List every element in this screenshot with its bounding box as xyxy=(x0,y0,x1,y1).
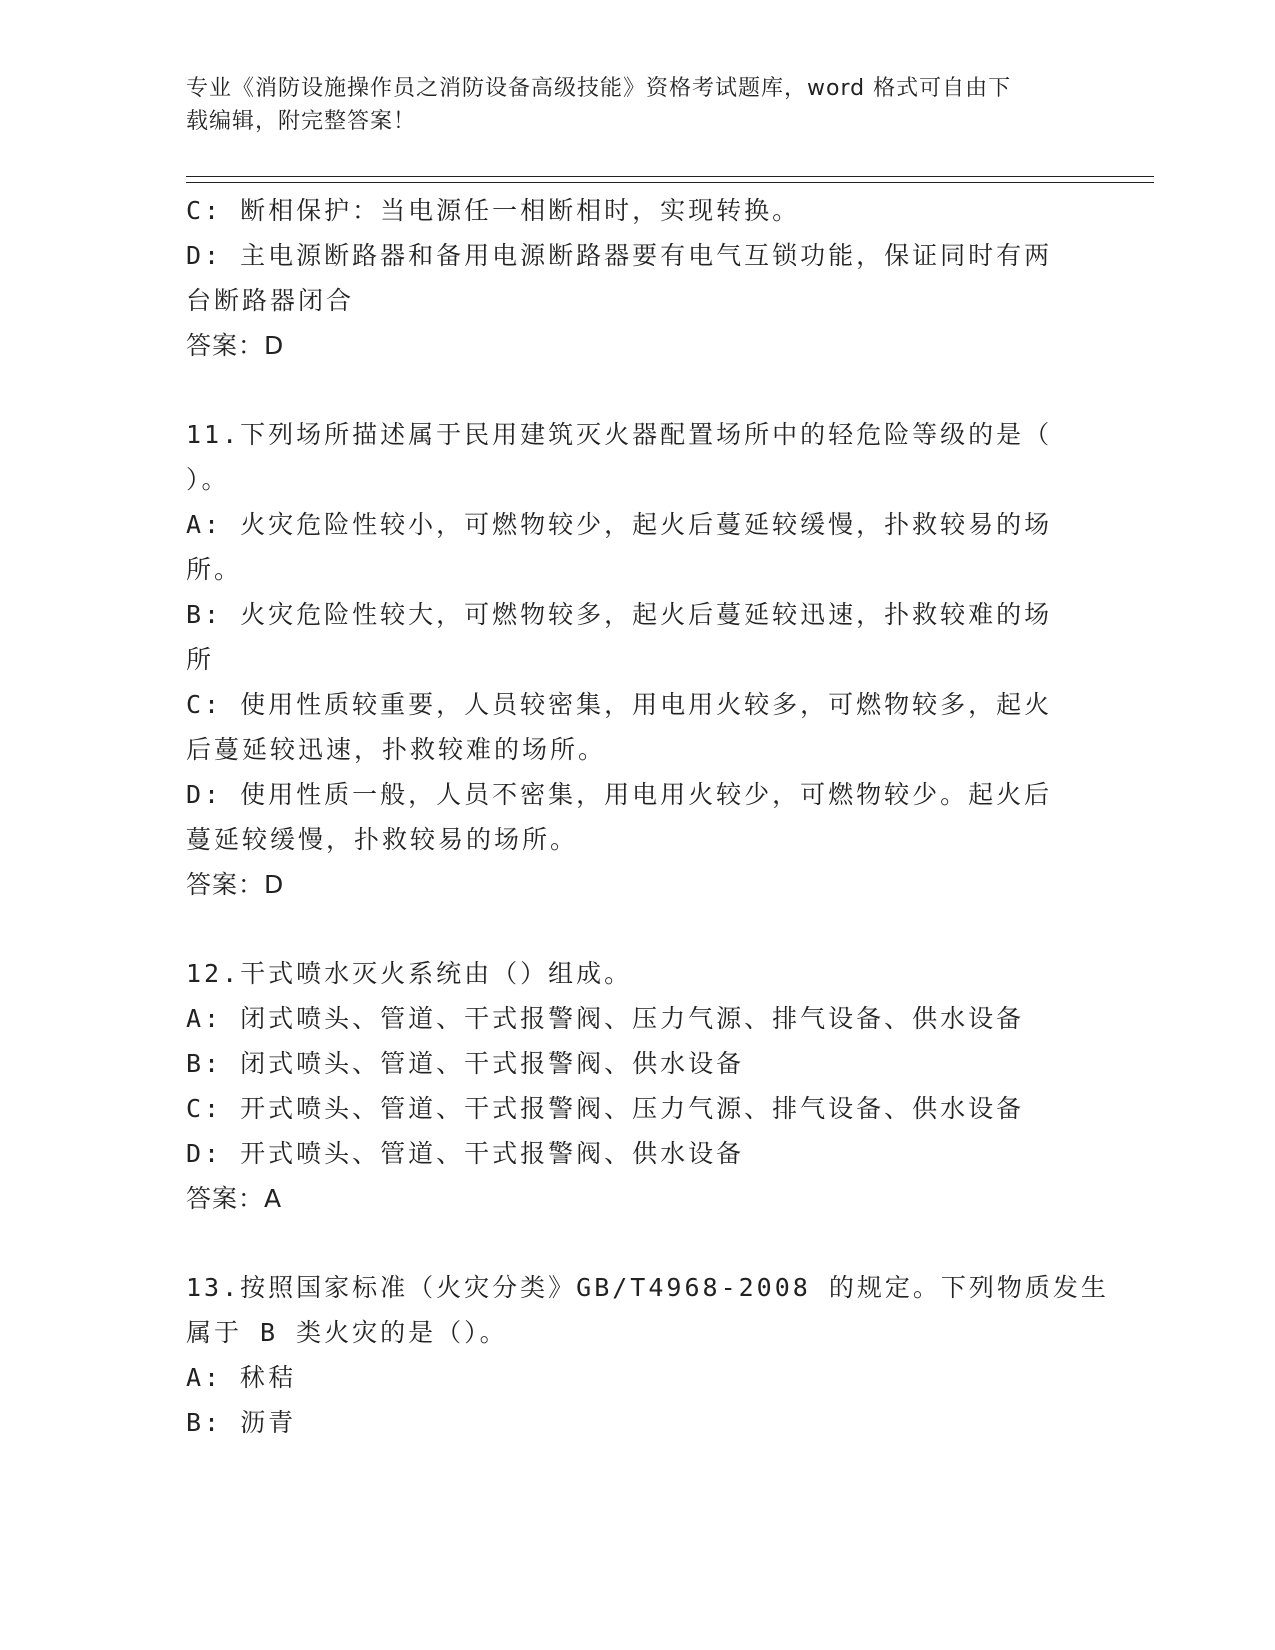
header-line-2: 载编辑，附完整答案！ xyxy=(186,109,417,134)
option-a-line-1: A: 火灾危险性较小，可燃物较少，起火后蔓延较缓慢，扑救较易的场 xyxy=(186,510,1053,539)
document-header xyxy=(186,72,1066,138)
option-a: A: 秫秸 xyxy=(186,1363,297,1392)
header-divider-bottom xyxy=(186,182,1154,183)
option-d-line-2: 台断路器闭合 xyxy=(186,286,355,315)
option-c: C: 开式喷头、管道、干式报警阀、压力气源、排气设备、供水设备 xyxy=(186,1094,1025,1123)
question-11 xyxy=(186,412,1086,907)
option-a: A: 闭式喷头、管道、干式报警阀、压力气源、排气设备、供水设备 xyxy=(186,1004,1025,1033)
option-c-line-1: C: 使用性质较重要，人员较密集，用电用火较多，可燃物较多，起火 xyxy=(186,690,1053,719)
header-divider-top xyxy=(186,176,1154,177)
option-c-line-2: 后蔓延较迅速，扑救较难的场所。 xyxy=(186,735,607,764)
question-stem-line-2: 属于 B 类火灾的是（）。 xyxy=(186,1318,508,1347)
question-13 xyxy=(186,1265,1109,1445)
question-stem-line-2: ）。 xyxy=(186,465,230,494)
option-d-line-1: D: 主电源断路器和备用电源断路器要有电气互锁功能，保证同时有两 xyxy=(186,241,1053,270)
question-10-continued xyxy=(186,188,1086,368)
option-d-line-2: 蔓延较缓慢，扑救较易的场所。 xyxy=(186,825,579,854)
answer: 答案：D xyxy=(186,870,285,899)
question-12 xyxy=(186,951,1086,1221)
option-b-line-2: 所 xyxy=(186,645,215,674)
question-content xyxy=(186,188,1109,1445)
option-a-line-2: 所。 xyxy=(186,555,243,584)
option-b: B: 闭式喷头、管道、干式报警阀、供水设备 xyxy=(186,1049,745,1078)
option-b-line-1: B: 火灾危险性较大，可燃物较多，起火后蔓延较迅速，扑救较难的场 xyxy=(186,600,1053,629)
option-c: C: 断相保护：当电源任一相断相时，实现转换。 xyxy=(186,196,801,225)
option-d-line-1: D: 使用性质一般，人员不密集，用电用火较少，可燃物较少。起火后 xyxy=(186,780,1053,809)
question-stem: 12.干式喷水灭火系统由（）组成。 xyxy=(186,959,633,988)
option-d: D: 开式喷头、管道、干式报警阀、供水设备 xyxy=(186,1139,745,1168)
question-stem-line-1: 13.按照国家标准（火灾分类》GB/T4968-2008 的规定。下列物质发生 xyxy=(186,1273,1109,1302)
question-stem-line-1: 11.下列场所描述属于民用建筑灭火器配置场所中的轻危险等级的是（ xyxy=(186,420,1053,449)
header-line-1: 专业《消防设施操作员之消防设备高级技能》资格考试题库，word 格式可自由下 xyxy=(186,76,1012,101)
spacer xyxy=(186,1221,1086,1265)
spacer xyxy=(186,368,1086,412)
option-b: B: 沥青 xyxy=(186,1408,297,1437)
answer: 答案：D xyxy=(186,331,285,360)
spacer xyxy=(186,907,1086,951)
answer: 答案：A xyxy=(186,1184,283,1213)
